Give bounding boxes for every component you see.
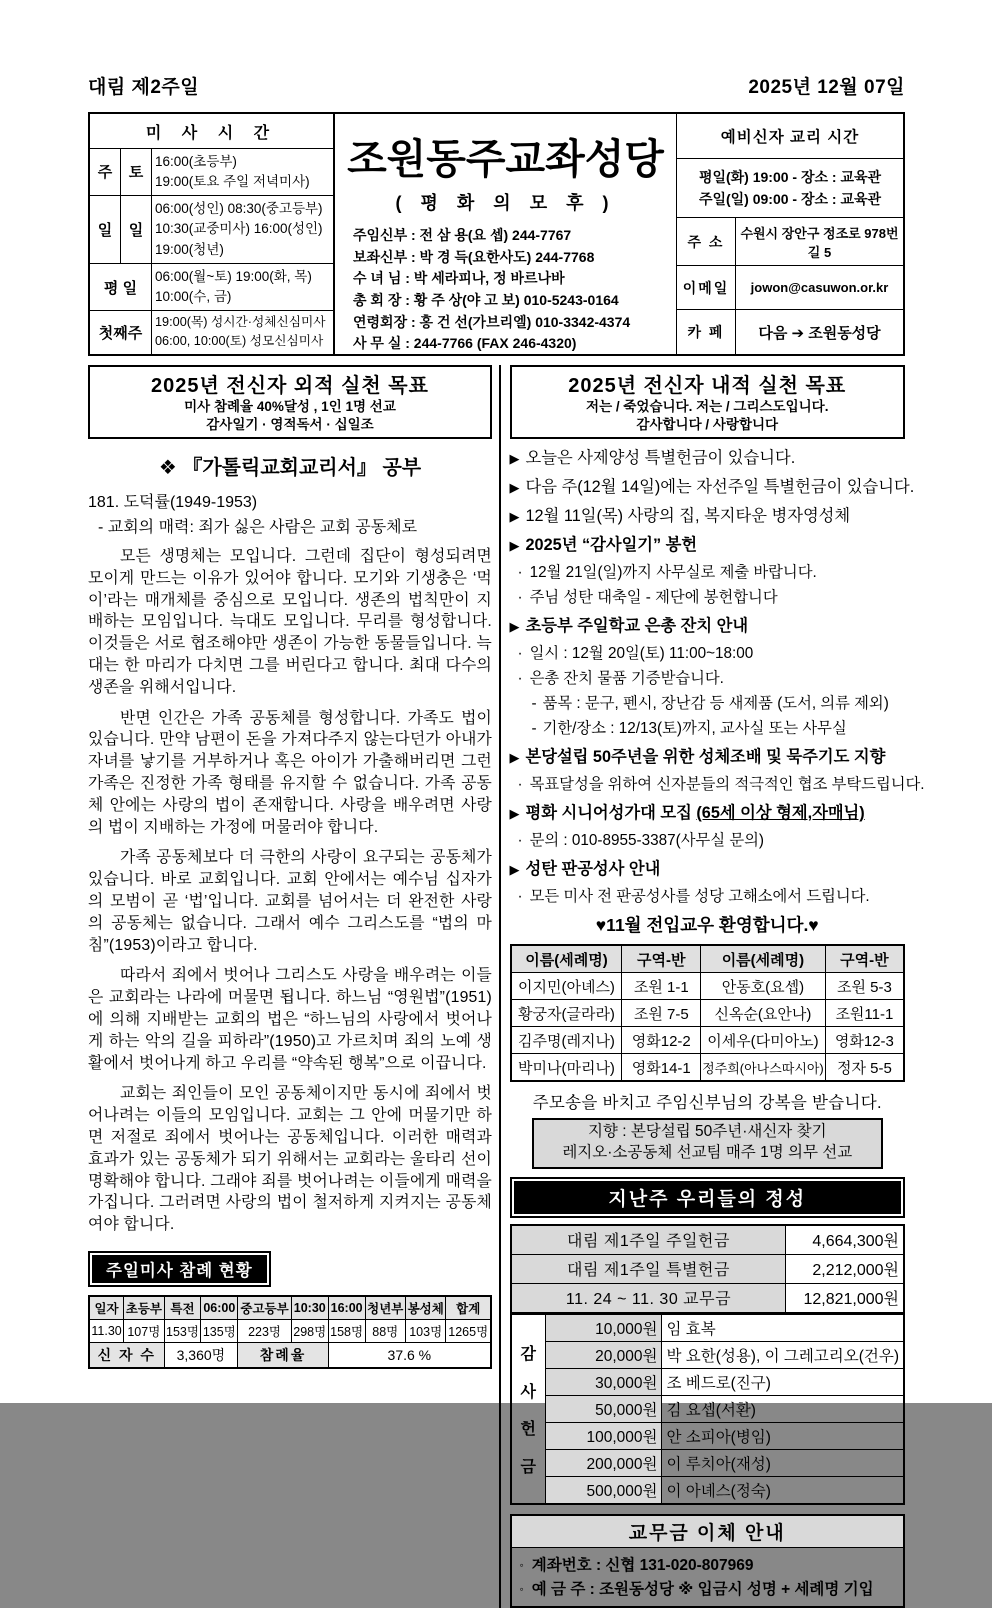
donation-name: 안 소피아(병임): [662, 1422, 904, 1449]
circle-bullet-icon: ◦: [519, 1581, 524, 1596]
study-paragraph: 교회는 죄인들이 모인 공동체이지만 동시에 죄에서 벗어나려는 이들의 모임입니다. 교회는 그 안에 머물기만 하면 저절로 죄에서 벗어나는 공동체입니다. 이러한 매력과 효과가 있는 공동체가 되기 위해서는 교회라는 울타리 선이 명확해야 합니다. 그래야 죄를 벗어나려는 이들에게 매력을 가집니다. 그러려면 사랑의 법이 철저하게 지켜지는 공동체여야 합니다.: [88, 1085, 492, 1234]
internal-goal-title: 2025년 전신자 내적 실천 목표: [568, 375, 847, 397]
announcement-text: 평화 시니어성가대 모집: [525, 804, 697, 823]
announcement-item: [510, 743, 906, 767]
announcement-text: 주님 성탄 대축일 - 제단에 봉헌합니다: [529, 589, 778, 607]
catechumen-info-table: [677, 114, 903, 354]
attendance-header: 초등부: [124, 1296, 164, 1320]
table-row: [511, 1314, 905, 1341]
attendance-header: 16:00: [328, 1296, 365, 1320]
study-paragraph: 가족 공동체보다 더 극한의 사랑이 요구되는 공동체가 있습니다. 바로 교회입니다. 교회 안에서는 예수님 십자가의 모범이 곧 ‘법’입니다. 교회를 넘어서는 더 완전한 사랑의 공동체는 없습니다. 그래서 예수 그리스도를 “법의 마침”(1953)이라고 합니다.: [88, 849, 492, 954]
attendance-value: 11.30: [89, 1320, 124, 1343]
attendance-value: 298명: [291, 1320, 328, 1343]
intention-line: 지향 : 본당설립 50주년·새신자 찾기: [587, 1123, 827, 1141]
thanksgiving-label-chars: [516, 1334, 541, 1484]
table-row: [511, 1000, 905, 1027]
announcement-text: 은총 잔치 물품 기증받습니다.: [529, 670, 724, 688]
announcement-subitem: [518, 560, 906, 582]
donation-name: 이 루치아(재성): [662, 1449, 904, 1476]
mass-day-cell: 평 일: [90, 264, 152, 311]
label-char: 사: [520, 1383, 536, 1401]
liturgical-week-label: 대림 제2주일: [88, 77, 200, 98]
announcement-subitem: [532, 716, 906, 738]
announcement-subitem: [532, 691, 906, 713]
label-char: 감: [520, 1346, 536, 1364]
mass-day-cell: 주: [90, 149, 121, 196]
offering-summary-table: [510, 1224, 906, 1314]
announcement-text: 문의 : 010-8955-3387(사무실 문의): [529, 832, 765, 850]
email-label: 이메일: [677, 266, 736, 310]
mass-time-line: 06:00(월~토) 19:00(화, 목): [155, 268, 312, 284]
contact-line: 총 회 장 : 황 주 상(야 고 보) 010-5243-0164: [353, 292, 619, 309]
announcement-text: 모든 미사 전 판공성사를 성당 고해소에서 드립니다.: [529, 888, 870, 906]
thanksgiving-donation-table: [510, 1314, 906, 1505]
attendance-header: 봉성체: [405, 1296, 445, 1320]
attendance-header: 특전: [164, 1296, 201, 1320]
announcement-item: [510, 502, 906, 526]
internal-goal-box: [510, 365, 906, 439]
triangle-bullet-icon: ▶: [509, 509, 520, 525]
announcement-item: [510, 444, 906, 468]
dot-bullet-icon: ·: [517, 564, 523, 582]
attendance-rate-value: 37.6 %: [328, 1343, 491, 1369]
attendance-value: 107명: [124, 1320, 164, 1343]
announcement-item: [510, 855, 906, 879]
parish-info-box: [88, 112, 905, 356]
address-label: 주 소: [677, 218, 736, 266]
table-row: [511, 1283, 905, 1313]
study-paragraph: 반면 인간은 가족 공동체를 형성합니다. 가족도 법이 있습니다. 만약 남편이 돈을 가져다주지 않는다던가 아내가 자녀를 낳기를 거부하거나 혹은 아이가 가출해버리면 그런 가족은 진정한 가족 형태를 유지할 수 없습니다. 가족 공동체 안에는 사랑의 법이 존재합니다. 사랑을 배우려면 사랑의 법이 지배하는 가정에 머물러야 합니다.: [88, 709, 492, 836]
parish-name: 조원동주교좌성당: [347, 136, 664, 182]
announcement-subitem: [518, 641, 906, 663]
circle-bullet-icon: ◦: [519, 1557, 524, 1572]
member-zone: 영화14-1: [622, 1054, 701, 1082]
bulletin-date: 2025년 12월 07일: [748, 77, 905, 98]
mass-time-line: 06:00, 10:00(토) 성모신심미사: [155, 334, 324, 349]
table-row: [511, 1368, 905, 1395]
member-name: 김주명(레지나): [511, 1027, 622, 1054]
mass-time-line: 19:00(목) 성시간·성체신심미사: [155, 315, 326, 330]
label-char: 헌: [520, 1421, 536, 1439]
tithe-transfer-box: [510, 1514, 906, 1608]
mass-day-cell: 첫째주: [90, 310, 152, 354]
column-divider: [499, 365, 501, 1608]
mass-time-line: 16:00(초등부): [155, 153, 237, 169]
external-goal-box: [88, 365, 492, 439]
member-name: 안동호(요셉): [701, 973, 826, 1000]
offering-amount: 2,212,000원: [786, 1254, 904, 1283]
triangle-bullet-icon: ▶: [509, 750, 520, 766]
contact-line: 주임신부 : 전 삼 용(요 셉) 244-7767: [353, 227, 572, 243]
triangle-bullet-icon: ▶: [509, 538, 520, 554]
attendance-header: 합계: [446, 1296, 491, 1320]
attendance-value: 223명: [238, 1320, 292, 1343]
dot-bullet-icon: ·: [517, 589, 523, 607]
mass-time-line: 10:00(수, 금): [155, 289, 232, 304]
mass-schedule-table: [90, 114, 334, 354]
dash-bullet-icon: -: [531, 720, 537, 738]
donation-name: 박 요한(성용), 이 그레고리오(건우): [662, 1341, 904, 1368]
table-row: [511, 1449, 905, 1476]
member-zone: 조원 1-1: [622, 973, 701, 1000]
members-header: 이름(세례명): [701, 945, 826, 973]
transfer-box-title: 교무금 이체 안내: [512, 1516, 904, 1548]
announcement-text: 품목 : 문구, 펜시, 장난감 등 새제품 (도서, 의류 제외): [542, 695, 889, 713]
announcement-subitem: [518, 884, 906, 906]
offering-amount: 4,664,300원: [786, 1225, 904, 1255]
announcement-text: 12월 21일(일)까지 사무실로 제출 바랍니다.: [529, 564, 817, 582]
announcement-text: 2025년 “감사일기” 봉헌: [525, 536, 698, 555]
attendance-value: 135명: [201, 1320, 238, 1343]
triangle-bullet-icon: ▶: [509, 619, 520, 635]
parish-patron: ( 평 화 의 모 후 ): [395, 193, 616, 213]
attendance-rate-label: 참례율: [238, 1343, 328, 1369]
announcement-subitem: [518, 828, 906, 850]
donation-name: 김 요셉(서환): [662, 1395, 904, 1422]
table-row: [511, 973, 905, 1000]
member-zone: 영화12-3: [825, 1027, 904, 1054]
offering-amount: 12,821,000원: [786, 1283, 904, 1313]
offering-section-title: 지난주 우리들의 정성: [510, 1177, 906, 1218]
contact-line: 수 녀 님 : 박 세라피나, 정 바르나바: [353, 270, 565, 287]
donation-amount: 100,000원: [545, 1422, 662, 1449]
external-goal-title: 2025년 전신자 외적 실천 목표: [151, 375, 429, 397]
catechism-study-title: ❖ 『가톨릭교회교리서』 공부: [158, 457, 422, 480]
donation-name: 이 아녜스(정숙): [662, 1476, 904, 1504]
announcement-list: [509, 444, 925, 937]
attendance-header: 청년부: [365, 1296, 405, 1320]
donation-amount: 30,000원: [545, 1368, 662, 1395]
announcement-text: 초등부 주일학교 은총 잔치 안내: [525, 617, 749, 636]
mass-table-title: 미 사 시 간: [90, 114, 334, 149]
mass-day-cell: 일: [121, 195, 152, 263]
mass-time-line: 19:00(청년): [155, 241, 224, 257]
attendance-header: 06:00: [201, 1296, 238, 1320]
mass-times-cell: [152, 195, 334, 263]
announcement-item: [509, 473, 915, 497]
donation-amount: 200,000원: [545, 1449, 662, 1476]
catechumen-schedule-line: 주일(일) 09:00 - 장소 : 교육관: [698, 191, 882, 208]
mass-times-cell: [152, 149, 334, 196]
announcement-text: 본당설립 50주년을 위한 성체조배 및 묵주기도 지향: [525, 748, 886, 767]
attendance-section-title: 주일미사 참례 현황: [88, 1251, 271, 1287]
attendance-value: 158명: [328, 1320, 365, 1343]
mass-times-cell: [152, 310, 334, 354]
external-goal-line: 미사 참례율 40%달성 , 1인 1명 선교: [184, 399, 396, 414]
account-holder-line: [520, 1577, 896, 1599]
members-header: 구역-반: [825, 945, 904, 973]
donation-amount: 500,000원: [545, 1476, 662, 1504]
attendance-value: 153명: [164, 1320, 201, 1343]
dot-bullet-icon: ·: [517, 888, 523, 906]
members-header: 이름(세례명): [511, 945, 622, 973]
table-row: [511, 1341, 905, 1368]
triangle-bullet-icon: ▶: [509, 480, 520, 496]
announcement-item: [510, 531, 906, 555]
mass-time-line: 19:00(토요 주일 저녁미사): [155, 173, 310, 189]
study-paragraph: 따라서 죄에서 벗어나 그리스도 사랑을 배우려는 이들은 교회라는 나라에 머물면 됩니다. 하느님 “영원법”(1951)에 의해 지배받는 교회의 법은 “하느님의 사랑에서 벗어나게 하는 악의 길을 피하라”(1950)고 가르치며 죄의 노예 생활에서 벗어나게 하고 우리를 “약속된 행복”으로 이끕니다.: [88, 967, 492, 1072]
catechumen-schedule-line: 평일(화) 19:00 - 장소 : 교육관: [698, 168, 882, 185]
member-zone: 조원 7-5: [622, 1000, 701, 1027]
announcement-text: 목표달성을 위하여 신자분들의 적극적인 협조 부탁드립니다.: [529, 776, 925, 794]
announcement-item: [510, 799, 906, 823]
announcement-text: 성탄 판공성사 안내: [525, 860, 661, 879]
table-row: [511, 1395, 905, 1422]
left-column: [88, 365, 492, 1608]
parish-contact-list: [335, 215, 676, 355]
study-heading: 181. 도덕률(1949-1953): [88, 494, 258, 512]
attendance-value: 103명: [405, 1320, 445, 1343]
mass-time-line: 06:00(성인) 08:30(중고등부): [155, 201, 323, 217]
donation-name: 임 효복: [662, 1314, 904, 1341]
internal-goal-line: 저는 / 죽었습니다. 저는 / 그리스도입니다.: [586, 399, 829, 414]
study-subheading: - 교회의 매력: 죄가 싫은 사람은 교회 공동체로: [98, 519, 418, 537]
donation-amount: 50,000원: [545, 1395, 662, 1422]
body-columns: [88, 365, 925, 1608]
contact-line: 사 무 실 : 244-7766 (FAX 246-4320): [353, 335, 577, 352]
dot-bullet-icon: ·: [517, 670, 523, 688]
prayer-intention-box: [532, 1118, 884, 1169]
label-char: 금: [520, 1458, 536, 1476]
cafe-label: 카 페: [677, 310, 736, 354]
table-row: [511, 1225, 905, 1255]
dash-bullet-icon: -: [531, 695, 537, 713]
announcement-text: 오늘은 사제양성 특별헌금이 있습니다.: [525, 449, 796, 468]
account-number-text: 계좌번호 : 신협 131-020-807969: [531, 1556, 754, 1574]
announcement-text-underlined: (65세 이상 형제,자매님): [696, 804, 865, 823]
contact-line: 보좌신부 : 박 경 득(요한사도) 244-7768: [353, 248, 595, 265]
study-paragraph: 모든 생명체는 모입니다. 그런데 집단이 형성되려면 모이게 만드는 이유가 있어야 합니다. 모기와 기생충은 ‘먹이’라는 매개체를 중심으로 모입니다. 생존의 법칙만이 지배하는 모임입니다. 늑대도 모입니다. 무리를 형성합니다. 이것들은 서로 협조해야만 생존이 가능한 동물들입니다. 늑대는 한 마리가 다치면 그를 버린다고 합니다. 최대 다수의 생존을 위해서입니다.: [88, 548, 492, 696]
member-zone: 정자 5-5: [825, 1054, 904, 1082]
member-zone: 조원11-1: [825, 1000, 904, 1027]
triangle-bullet-icon: ▶: [509, 862, 520, 878]
attendance-header: 일자: [89, 1296, 124, 1320]
members-header: 구역-반: [622, 945, 701, 973]
contact-line: 연령회장 : 홍 건 선(가브리엘) 010-3342-4374: [353, 313, 631, 330]
table-row: [511, 1054, 905, 1082]
member-count-label: 신 자 수: [89, 1343, 164, 1369]
right-column: [509, 365, 925, 1608]
thanksgiving-vertical-label: [511, 1314, 546, 1504]
announcement-text: 기한/장소 : 12/13(토)까지, 교사실 또는 사무실: [542, 720, 847, 738]
announcement-text: 일시 : 12월 20일(토) 11:00~18:00: [529, 645, 754, 663]
new-members-table: [510, 944, 906, 1082]
member-name: 이지민(아녜스): [511, 973, 622, 1000]
member-zone: 영화12-2: [622, 1027, 701, 1054]
member-name: 신옥순(요안나): [701, 1000, 826, 1027]
announcement-text: 다음 주(12월 14일)에는 자선주일 특별헌금이 있습니다.: [525, 478, 915, 497]
dot-bullet-icon: ·: [517, 776, 523, 794]
donation-amount: 10,000원: [545, 1314, 662, 1341]
announcement-text: 12월 11일(목) 사랑의 집, 복지타운 병자영성체: [525, 507, 851, 526]
page-header: [88, 72, 905, 99]
address-value: 수원시 장안구 정조로 978번길 5: [736, 218, 904, 266]
mass-day-cell: 토: [121, 149, 152, 196]
announcement-subitem: [518, 585, 906, 607]
triangle-bullet-icon: ▶: [509, 806, 520, 822]
account-number-line: [520, 1553, 896, 1575]
offering-label: 11. 24 ~ 11. 30 교무금: [511, 1283, 786, 1313]
offering-label: 대림 제1주일 주일헌금: [511, 1225, 786, 1255]
attendance-header: 중고등부: [238, 1296, 292, 1320]
announcement-item: [510, 612, 906, 636]
attendance-header: 10:30: [291, 1296, 328, 1320]
account-holder-text: 예 금 주 : 조원동성당 ※ 입금시 성명 + 세례명 기입: [531, 1580, 874, 1598]
blessing-line: 주모송을 바치고 주임신부님의 강복을 받습니다.: [532, 1094, 882, 1113]
offering-label: 대림 제1주일 특별헌금: [511, 1254, 786, 1283]
triangle-bullet-icon: ▶: [509, 451, 520, 467]
parish-title-panel: [334, 114, 677, 354]
catechumen-table-title: 예비신자 교리 시간: [677, 114, 903, 159]
attendance-value: 88명: [365, 1320, 405, 1343]
new-members-welcome-line: ♥11월 전입교우 환영합니다.♥: [595, 915, 819, 936]
announcement-subitem: [517, 772, 925, 794]
donation-amount: 20,000원: [545, 1341, 662, 1368]
attendance-table: [88, 1295, 492, 1369]
announcement-subitem: [518, 666, 906, 688]
internal-goal-line: 감사합니다 / 사랑합니다: [636, 416, 779, 432]
dot-bullet-icon: ·: [517, 832, 523, 850]
cafe-value: 다음 ➔ 조원동성당: [736, 310, 904, 354]
member-name: 이세우(다미아노): [701, 1027, 826, 1054]
mass-times-cell: [152, 264, 334, 311]
table-row: [511, 1027, 905, 1054]
email-value: jowon@casuwon.or.kr: [736, 266, 904, 310]
attendance-value: 1265명: [446, 1320, 491, 1343]
table-row: [511, 1254, 905, 1283]
external-goal-line: 감사일기 · 영적독서 · 십일조: [206, 416, 374, 432]
dot-bullet-icon: ·: [517, 645, 523, 663]
mass-day-cell: 일: [90, 195, 121, 263]
member-zone: 조원 5-3: [825, 973, 904, 1000]
member-name: 정주희(아나스따시아): [701, 1054, 826, 1082]
member-count-value: 3,360명: [164, 1343, 238, 1369]
donation-name: 조 베드로(진구): [662, 1368, 904, 1395]
mass-time-line: 10:30(교중미사) 16:00(성인): [155, 221, 323, 237]
transfer-box-body: [512, 1548, 904, 1606]
table-row: [511, 1476, 905, 1504]
intention-line: 레지오·소공동체 선교팀 매주 1명 의무 선교: [562, 1144, 853, 1162]
member-name: 황궁자(글라라): [511, 1000, 622, 1027]
catechumen-schedule-cell: [677, 159, 903, 218]
member-name: 박미나(마리나): [511, 1054, 622, 1082]
table-row: [511, 1422, 905, 1449]
